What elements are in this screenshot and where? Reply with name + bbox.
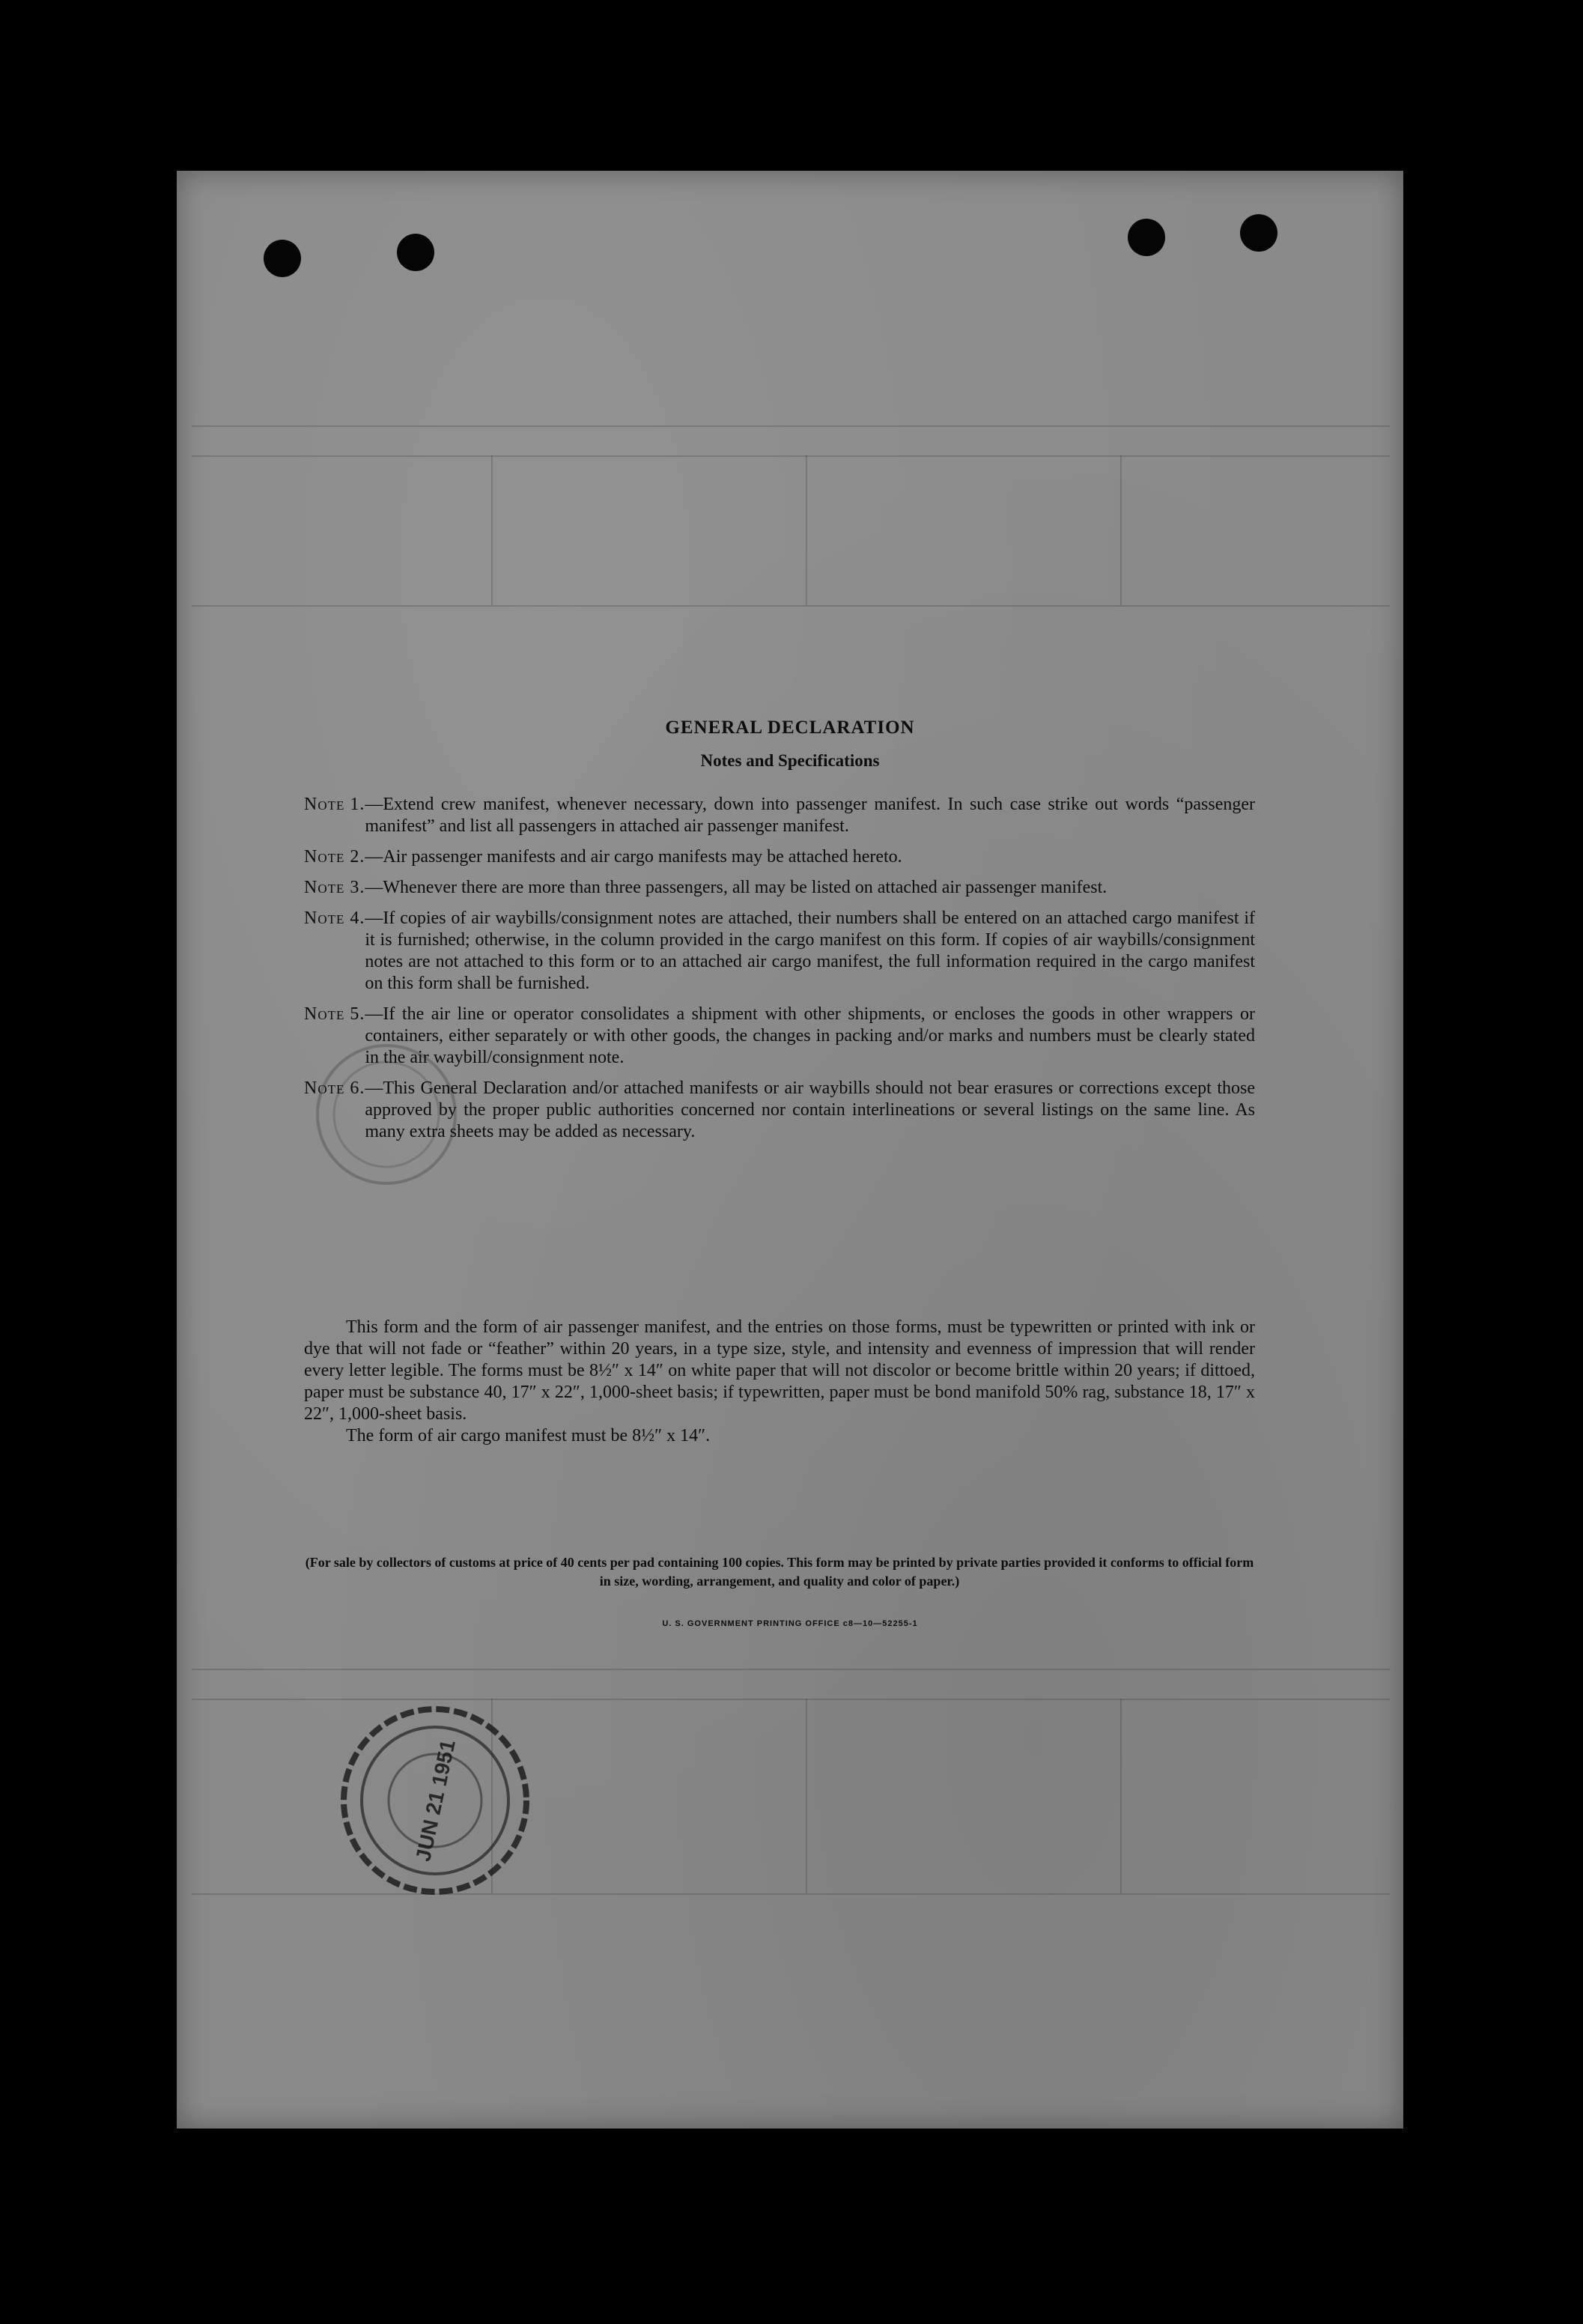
note-text: —If copies of air waybills/consignment notes are attached, their numbers shall be entered on an attached cargo manifest if it is furnished; otherwise, in the column provided in the cargo manifest on this form. If copies of air waybills/consignment notes are not attached to this form or to an attached air cargo manifest, the full information required in the cargo manifest on this form shall be furnished. — [365, 908, 1255, 993]
note-item — [304, 877, 1255, 899]
notes-list — [304, 794, 1255, 1152]
note-text: —Whenever there are more than three passengers, all may be listed on attached air passenger manifest. — [365, 878, 1108, 897]
note-text: —Extend crew manifest, whenever necessary, down into passenger manifest. In such case strike out words “passenger manifest” and list all passengers in attached air passenger manifest. — [365, 795, 1255, 836]
note-item — [304, 1004, 1255, 1069]
document-sheet — [177, 171, 1403, 2129]
cargo-manifest-size-text: The form of air cargo manifest must be 8½″ x 14″. — [346, 1426, 711, 1445]
note-label: Note 4. — [304, 908, 365, 928]
note-text: —Air passenger manifests and air cargo manifests may be attached hereto. — [365, 847, 902, 867]
printer-imprint: U. S. GOVERNMENT PRINTING OFFICE c8—10—52255-1 — [662, 1619, 918, 1628]
note-label: Note 6. — [304, 1078, 365, 1098]
note-text: —This General Declaration and/or attached manifests or air waybills should not bear erasures or corrections except those approved by the proper public authorities concerned nor contain interlineations or several listings on the same line. As many extra sheets may be added as necessary. — [365, 1078, 1255, 1141]
note-item — [304, 794, 1255, 837]
page-title: GENERAL DECLARATION — [665, 717, 915, 738]
page-subtitle: Notes and Specifications — [700, 751, 880, 770]
note-label: Note 1. — [304, 795, 365, 814]
sale-note: (For sale by collectors of customs at price of 40 cents per pad containing 100 copies. This form may be printed by private parties provided it conforms to official form in size, wording, arrangement, and quality and color of paper.) — [305, 1555, 1254, 1589]
note-label: Note 3. — [304, 878, 365, 897]
note-label: Note 5. — [304, 1004, 365, 1024]
note-item — [304, 846, 1255, 868]
customs-stamp — [338, 1703, 532, 1898]
note-item — [304, 1078, 1255, 1143]
stamp-date: JUN 21 1951 — [411, 1738, 460, 1864]
note-item — [304, 908, 1255, 995]
note-label: Note 2. — [304, 847, 365, 867]
specification-text: This form and the form of air passenger manifest, and the entries on those forms, must be typewritten or printed with ink or dye that will not fade or “feather” within 20 years, in a type size, style, and intensity and evenness of impression that will render every letter legible. The forms must be 8½″ x 14″ on white paper that will not discolor or become brittle within 20 years; if dittoed, paper must be substance 40, 17″ x 22″, 1,000-sheet basis; if typewritten, paper must be bond manifold 50% rag, substance 18, 17″ x 22″, 1,000-sheet basis. — [304, 1317, 1255, 1424]
note-text: —If the air line or operator consolidates a shipment with other shipments, or encloses the goods in other wrappers or containers, either separately or with other goods, the changes in packing and/or marks and numbers must be clearly stated in the air waybill/consignment note. — [365, 1004, 1255, 1067]
specification-paragraph — [304, 1317, 1255, 1447]
